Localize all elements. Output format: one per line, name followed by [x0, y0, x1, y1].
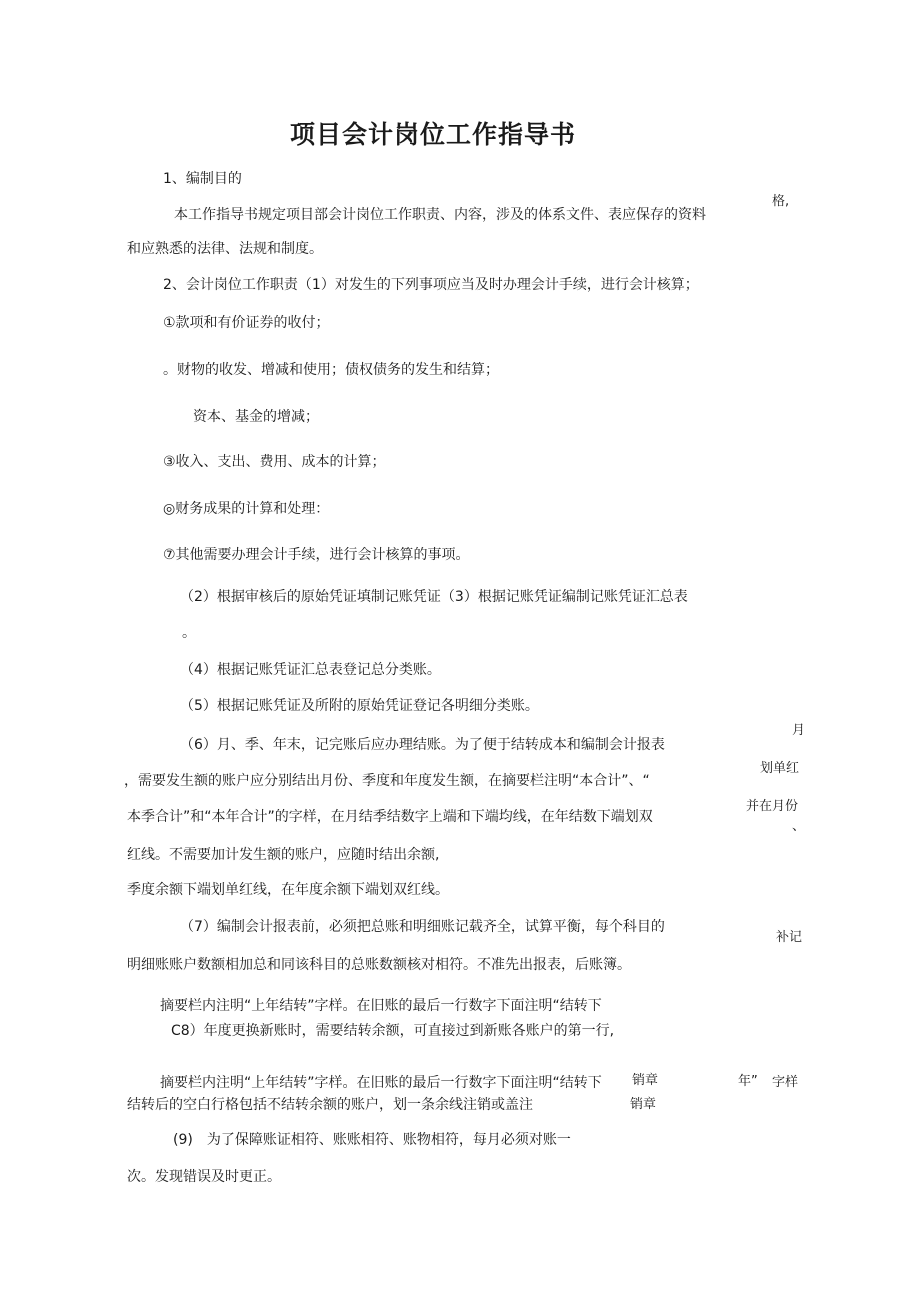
margin-note-xiao-zhang-1: 销章 — [632, 1073, 659, 1088]
list-item-6: ⑦其他需要办理会计手续，进行会计核算的事项。 — [163, 547, 470, 563]
margin-note-dun: 、 — [792, 819, 806, 834]
paragraph-5: （5）根据记账凭证及所附的原始凭证登记各明细分类账。 — [180, 698, 539, 714]
paragraph-8-line-4: 结转后的空白行格包括不结转余额的账户，划一条余线注销或盖注 — [127, 1097, 533, 1113]
paragraph-7-line-1: （7）编制会计报表前，必须把总账和明细账记载齐全，试算平衡，每个科目的 — [180, 919, 665, 935]
list-item-5: ◎财务成果的计算和处理： — [163, 501, 330, 517]
paragraph-6-line-3: 本季合计”和“本年合计”的字样，在月结季结数字上端和下端均线，在年结数下端划双 — [127, 809, 653, 825]
margin-note-hua-dan-hong: 划单红 — [760, 761, 800, 776]
paragraph-8-line-2: C8）年度更换新账时，需要结转余额，可直接过到新账各账户的第一行, — [171, 1023, 615, 1039]
list-item-4: ③收入、支出、费用、成本的计算； — [163, 454, 386, 470]
paragraph-8-line-1: 摘要栏内注明“上年结转”字样。在旧账的最后一行数字下面注明“结转下 — [160, 998, 602, 1014]
paragraph-7-line-2: 明细账账户数额相加总和同该科目的总账数额核对相符。不准先出报表，后账簿。 — [127, 957, 631, 973]
margin-note-xiao-zhang-2: 销章 — [630, 1097, 657, 1112]
paragraph-4: （4）根据记账凭证汇总表登记总分类账。 — [180, 662, 441, 678]
margin-note-bu-ji: 补记 — [776, 930, 803, 945]
margin-note-zi-yang: 字样 — [772, 1075, 799, 1090]
section-1-paragraph-line-2: 和应熟悉的法律、法规和制度。 — [127, 241, 323, 257]
paragraph-2-3-line-2: 。 — [182, 625, 196, 641]
list-item-3: 资本、基金的增减； — [193, 409, 319, 425]
paragraph-6-line-2: ，需要发生额的账户应分别结出月份、季度和年度发生额，在摘要栏注明“本合计”、“ — [124, 773, 650, 789]
list-item-2: 。财物的收发、增减和使用；债权债务的发生和结算； — [163, 362, 499, 378]
document-title: 项目会计岗位工作指导书 — [290, 120, 577, 149]
paragraph-6-line-1: （6）月、季、年末，记完账后应办理结账。为了便于结转成本和编制会计报表 — [180, 737, 665, 753]
list-item-1: ①款项和有价证券的收付； — [163, 315, 330, 331]
margin-note-nian-quote: 年” — [738, 1074, 758, 1089]
margin-note-ge: 格, — [772, 194, 790, 209]
section-1-paragraph-line-1: 本工作指导书规定项目部会计岗位工作职责、内容，涉及的体系文件、表应保存的资料 — [174, 207, 706, 223]
paragraph-2-3-line-1: （2）根据审核后的原始凭证填制记账凭证（3）根据记账凭证编制记账凭证汇总表 — [180, 589, 688, 605]
section-2-heading: 2、会计岗位工作职责（1）对发生的下列事项应当及时办理会计手续，进行会计核算； — [163, 277, 699, 293]
paragraph-9-line-1: (9) 为了保障账证相符、账账相符、账物相符，每月必须对账一 — [173, 1132, 571, 1148]
margin-note-bing-zai-yue-fen: 并在月份 — [746, 799, 799, 814]
section-1-heading: 1、编制目的 — [163, 171, 242, 187]
paragraph-9-line-2: 次。发现错误及时更正。 — [127, 1169, 281, 1185]
paragraph-6-line-5: 季度余额下端划单红线，在年度余额下端划双红线。 — [127, 882, 449, 898]
paragraph-6-line-4: 红线。不需要加计发生额的账户，应随时结出余额, — [127, 847, 440, 863]
paragraph-8-line-3: 摘要栏内注明“上年结转”字样。在旧账的最后一行数字下面注明“结转下 — [160, 1075, 602, 1091]
margin-note-yue: 月 — [792, 723, 806, 738]
